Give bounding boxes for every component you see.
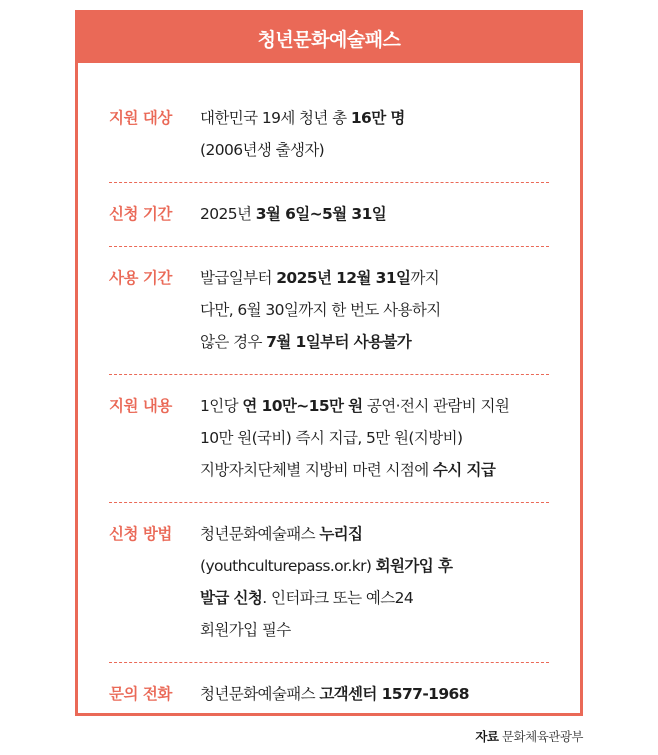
emphasis-text: 2025년 12월 31일: [276, 269, 411, 287]
content-line: [200, 458, 509, 482]
body-text: 10만 원(국비) 즉시 지급, 5만 원(지방비): [200, 429, 463, 447]
body-text: 회원가입 필수: [200, 621, 291, 639]
body-text: (2006년생 출생자): [200, 141, 325, 159]
body-text: 대한민국 19세 청년 총: [200, 109, 351, 127]
content-line: [200, 394, 509, 426]
body-text: 않은 경우: [200, 333, 267, 351]
body-text: 2025년: [200, 205, 256, 223]
emphasis-text: 수시 지급: [432, 461, 496, 479]
emphasis-text: 16만 명: [350, 109, 405, 127]
row-label: 신청 기간: [109, 205, 172, 223]
body-text: 까지: [410, 269, 440, 287]
content-line: [200, 426, 509, 458]
row-content: [200, 266, 441, 354]
row-content: [200, 106, 405, 162]
row-content: [200, 682, 469, 706]
source-text: 문화체육관광부: [501, 729, 583, 744]
body-text: . 인터파크 또는 예스24: [262, 589, 414, 607]
body-text: 지방자치단체별 지방비 마련 시점에: [200, 461, 433, 479]
body-text: 다만, 6월 30일까지 한 번도 사용하지: [200, 301, 441, 319]
emphasis-text: 연 10만~15만 원: [242, 397, 363, 415]
emphasis-text: 누리집: [319, 525, 363, 543]
dashed-divider: [109, 182, 549, 183]
info-rows: [109, 106, 549, 706]
source-label: 자료: [475, 729, 499, 744]
dashed-divider: [109, 246, 549, 247]
info-row: [109, 266, 549, 354]
emphasis-text: 7월 1일부터 사용불가: [266, 333, 412, 351]
info-row: [109, 394, 549, 482]
info-row: [109, 682, 549, 706]
body-text: 청년문화예술패스: [200, 685, 320, 703]
content-line: [200, 586, 452, 618]
row-label: 신청 방법: [109, 525, 172, 543]
info-row: [109, 522, 549, 642]
body-text: 발급일부터: [200, 269, 277, 287]
body-text: 공연·전시 관람비 지원: [362, 397, 510, 415]
body-text: 1인당: [200, 397, 243, 415]
emphasis-text: 3월 6일~5월 31일: [255, 205, 387, 223]
row-content: [200, 202, 386, 226]
content-line: [200, 298, 441, 330]
row-label: 문의 전화: [109, 685, 172, 703]
row-label: 사용 기간: [109, 269, 172, 287]
body-text: 청년문화예술패스: [200, 525, 320, 543]
row-content: [200, 522, 452, 642]
content-line: [200, 330, 441, 354]
emphasis-text: 발급 신청: [200, 589, 263, 607]
content-line: [200, 618, 452, 642]
card-title: 청년문화예술패스: [78, 13, 580, 63]
content-line: [200, 266, 441, 298]
emphasis-text: 회원가입 후: [375, 557, 453, 575]
info-card: [75, 10, 583, 716]
content-line: [200, 138, 405, 162]
content-line: [200, 554, 452, 586]
row-label: 지원 내용: [109, 397, 172, 415]
dashed-divider: [109, 502, 549, 503]
info-row: [109, 202, 549, 226]
info-row: [109, 106, 549, 162]
dashed-divider: [109, 662, 549, 663]
row-content: [200, 394, 509, 482]
source-credit: [475, 727, 583, 745]
content-line: [200, 522, 452, 554]
content-line: [200, 682, 469, 706]
body-text: (youthculturepass.or.kr): [200, 557, 376, 575]
emphasis-text: 고객센터 1577-1968: [319, 685, 469, 703]
row-label: 지원 대상: [109, 109, 172, 127]
content-line: [200, 202, 386, 226]
content-line: [200, 106, 405, 138]
dashed-divider: [109, 374, 549, 375]
